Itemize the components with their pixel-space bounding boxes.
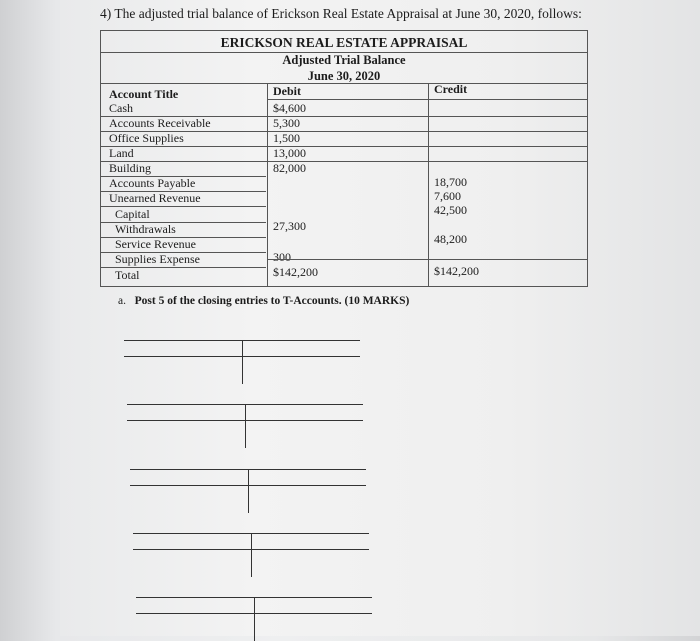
t-account-stem <box>254 597 255 641</box>
row-debit-amount: $4,600 <box>273 101 306 115</box>
row-credit-amount: 18,700 <box>434 175 467 189</box>
row-debit-amount: 13,000 <box>273 146 306 160</box>
t-account-stem <box>245 404 246 448</box>
row-credit-amount: 42,500 <box>434 203 467 217</box>
row-account-title: Accounts Receivable <box>109 116 211 130</box>
row-account-title: Accounts Payable <box>109 176 196 190</box>
instruction-text <box>118 295 409 307</box>
t-account <box>133 533 369 577</box>
column-divider-account <box>267 83 268 286</box>
row-account-title: Total <box>115 268 140 282</box>
row-rule <box>101 146 587 147</box>
instruction-letter: a. <box>118 295 126 307</box>
question-text: 4) The adjusted trial balance of Erickson Real Estate Appraisal at June 30, 2020, follows: <box>100 6 582 21</box>
row-credit-amount: 7,600 <box>434 189 461 203</box>
row-debit-amount: $142,200 <box>273 265 318 279</box>
statement-date: June 30, 2020 <box>307 69 381 83</box>
column-header-account: Account Title <box>109 87 179 101</box>
row-debit-amount: 5,300 <box>273 116 300 130</box>
column-divider-debit <box>428 83 429 286</box>
row-rule <box>101 161 587 162</box>
row-account-title: Supplies Expense <box>115 252 200 266</box>
header-bottom-line <box>101 83 587 84</box>
total-rule <box>267 259 587 260</box>
row-debit-amount: 27,300 <box>273 219 306 233</box>
t-account <box>130 469 366 513</box>
row-account-title: Withdrawals <box>115 222 176 236</box>
column-header-debit: Debit <box>273 84 301 98</box>
t-account-stem <box>248 469 249 513</box>
instruction-body: Post 5 of the closing entries to T-Accounts <box>134 295 339 307</box>
t-account <box>124 340 360 384</box>
row-account-title: Building <box>109 161 152 175</box>
row-account-title: Service Revenue <box>115 237 196 251</box>
row-account-title: Land <box>109 146 134 160</box>
row-debit-amount: 82,000 <box>273 161 306 175</box>
t-account <box>127 404 363 448</box>
column-header-credit: Credit <box>434 82 468 96</box>
instruction-marks: . (10 MARKS) <box>338 295 410 307</box>
row-account-title: Unearned Revenue <box>109 191 201 205</box>
column-header-line <box>267 99 587 100</box>
row-credit-amount: 48,200 <box>434 232 467 246</box>
row-account-title: Cash <box>109 101 133 115</box>
t-account-stem <box>251 533 252 577</box>
t-account <box>136 597 372 641</box>
row-credit-amount: $142,200 <box>434 264 479 278</box>
trial-balance-table <box>100 30 588 287</box>
row-debit-amount: 1,500 <box>273 131 300 145</box>
t-account-stem <box>242 340 243 384</box>
row-account-title: Capital <box>115 207 150 221</box>
row-debit-amount: 300 <box>273 250 291 264</box>
row-account-title: Office Supplies <box>109 131 184 145</box>
company-name: ERICKSON REAL ESTATE APPRAISAL <box>220 35 468 50</box>
statement-subtitle: Adjusted Trial Balance <box>282 53 406 67</box>
